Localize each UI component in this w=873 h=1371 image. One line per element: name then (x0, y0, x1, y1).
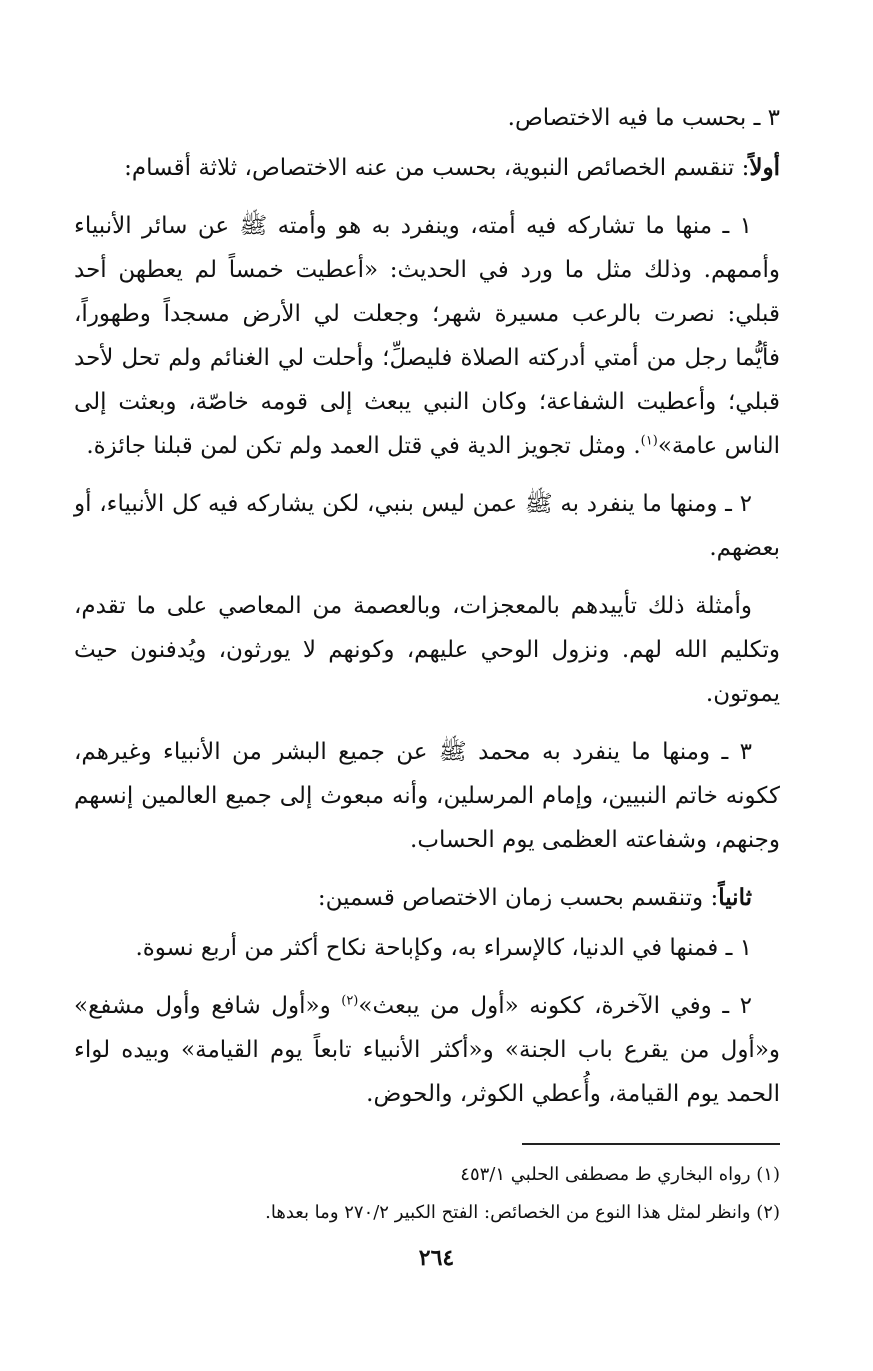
paragraph-second-division (74, 876, 780, 920)
paragraph-hereafter (74, 984, 780, 1116)
main-text (74, 96, 780, 1130)
paragraph-first-division (74, 146, 780, 190)
paragraph-shared-with-prophets: ٢ ـ ومنها ما ينفرد به ﷺ عمن ليس بنبي، لكن يشاركه فيه كل الأنبياء، أو بعضهم. (74, 491, 780, 561)
paragraph-text: ٢ ـ وفي الآخرة، ككونه «أول من يبعث» (358, 993, 752, 1019)
paragraph-text: ١ ـ منها ما تشاركه فيه أمته، وينفرد به هو وأمته ﷺ عن سائر الأنبياء وأممهم. وذلك مثل ما ورد في الحديث: «أعطيت خمساً لم يعطهن أحد قبلي: نصرت بالرعب مسيرة شهر؛ وجعلت لي الأرض مسجداً وطهوراً، فأيُّما رجل من أمتي أدركته الصلاة فليصلِّ؛ وأحلت لي الغنائم ولم تحل لأحد قبلي؛ وأعطيت الشفاعة؛ وكان النبي يبعث إلى قومه خاصّة، وبعثت إلى الناس عامة» (74, 213, 780, 459)
footnotes (74, 1156, 780, 1232)
paragraph-shared-with-ummah (74, 204, 780, 468)
paragraph-text-continued: . ومثل تجويز الدية في قتل العمد ولم تكن لمن قبلنا جائزة. (86, 433, 641, 459)
paragraph-examples: وأمثلة ذلك تأييدهم بالمعجزات، وبالعصمة من المعاصي على ما تقدم، وتكليم الله لهم. ونزول الوحي عليهم، وكونهم لا يورثون، ويُدفنون حيث يموتون. (74, 593, 780, 707)
page-number: ٢٦٤ (418, 1245, 455, 1271)
footnote-2: (٢) وانظر لمثل هذا النوع من الخصائص: الفتح الكبير ٢٧٠/٢ وما بعدها. (265, 1202, 780, 1223)
first-label: أولاً (749, 154, 780, 181)
footnote-divider (522, 1143, 780, 1145)
first-division-text: : تنقسم الخصائص النبوية، بحسب من عنه الاختصاص، ثلاثة أقسام: (124, 155, 750, 181)
paragraph-section-3-heading: ٣ ـ بحسب ما فيه الاختصاص. (507, 105, 780, 131)
paragraph-unique-to-muhammad: ٣ ـ ومنها ما ينفرد به محمد ﷺ عن جميع البشر من الأنبياء وغيرهم، ككونه خاتم النبيين، وإمام المرسلين، وأنه مبعوث إلى جميع العالمين إنسهم وجنهم، وشفاعته العظمى يوم الحساب. (74, 739, 780, 853)
second-division-text: : وتنقسم بحسب زمان الاختصاص قسمين: (317, 885, 719, 911)
footnote-ref-1[interactable]: (١) (640, 433, 658, 449)
second-label: ثانياً (718, 884, 752, 911)
paragraph-worldly: ١ ـ فمنها في الدنيا، كالإسراء به، وكإباحة نكاح أكثر من أربع نسوة. (135, 935, 752, 961)
paragraph-text-continued: و«أول شافع وأول مشفع» و«أول من يقرع باب الجنة» و«أكثر الأنبياء تابعاً يوم القيامة» وبيده لواء الحمد يوم القيامة، وأُعطي الكوثر، والحوض. (74, 993, 780, 1107)
footnote-ref-2[interactable]: (٢) (341, 993, 359, 1009)
footnote-1: (١) رواه البخاري ط مصطفى الحلبي ٤٥٣/١ (460, 1164, 780, 1185)
